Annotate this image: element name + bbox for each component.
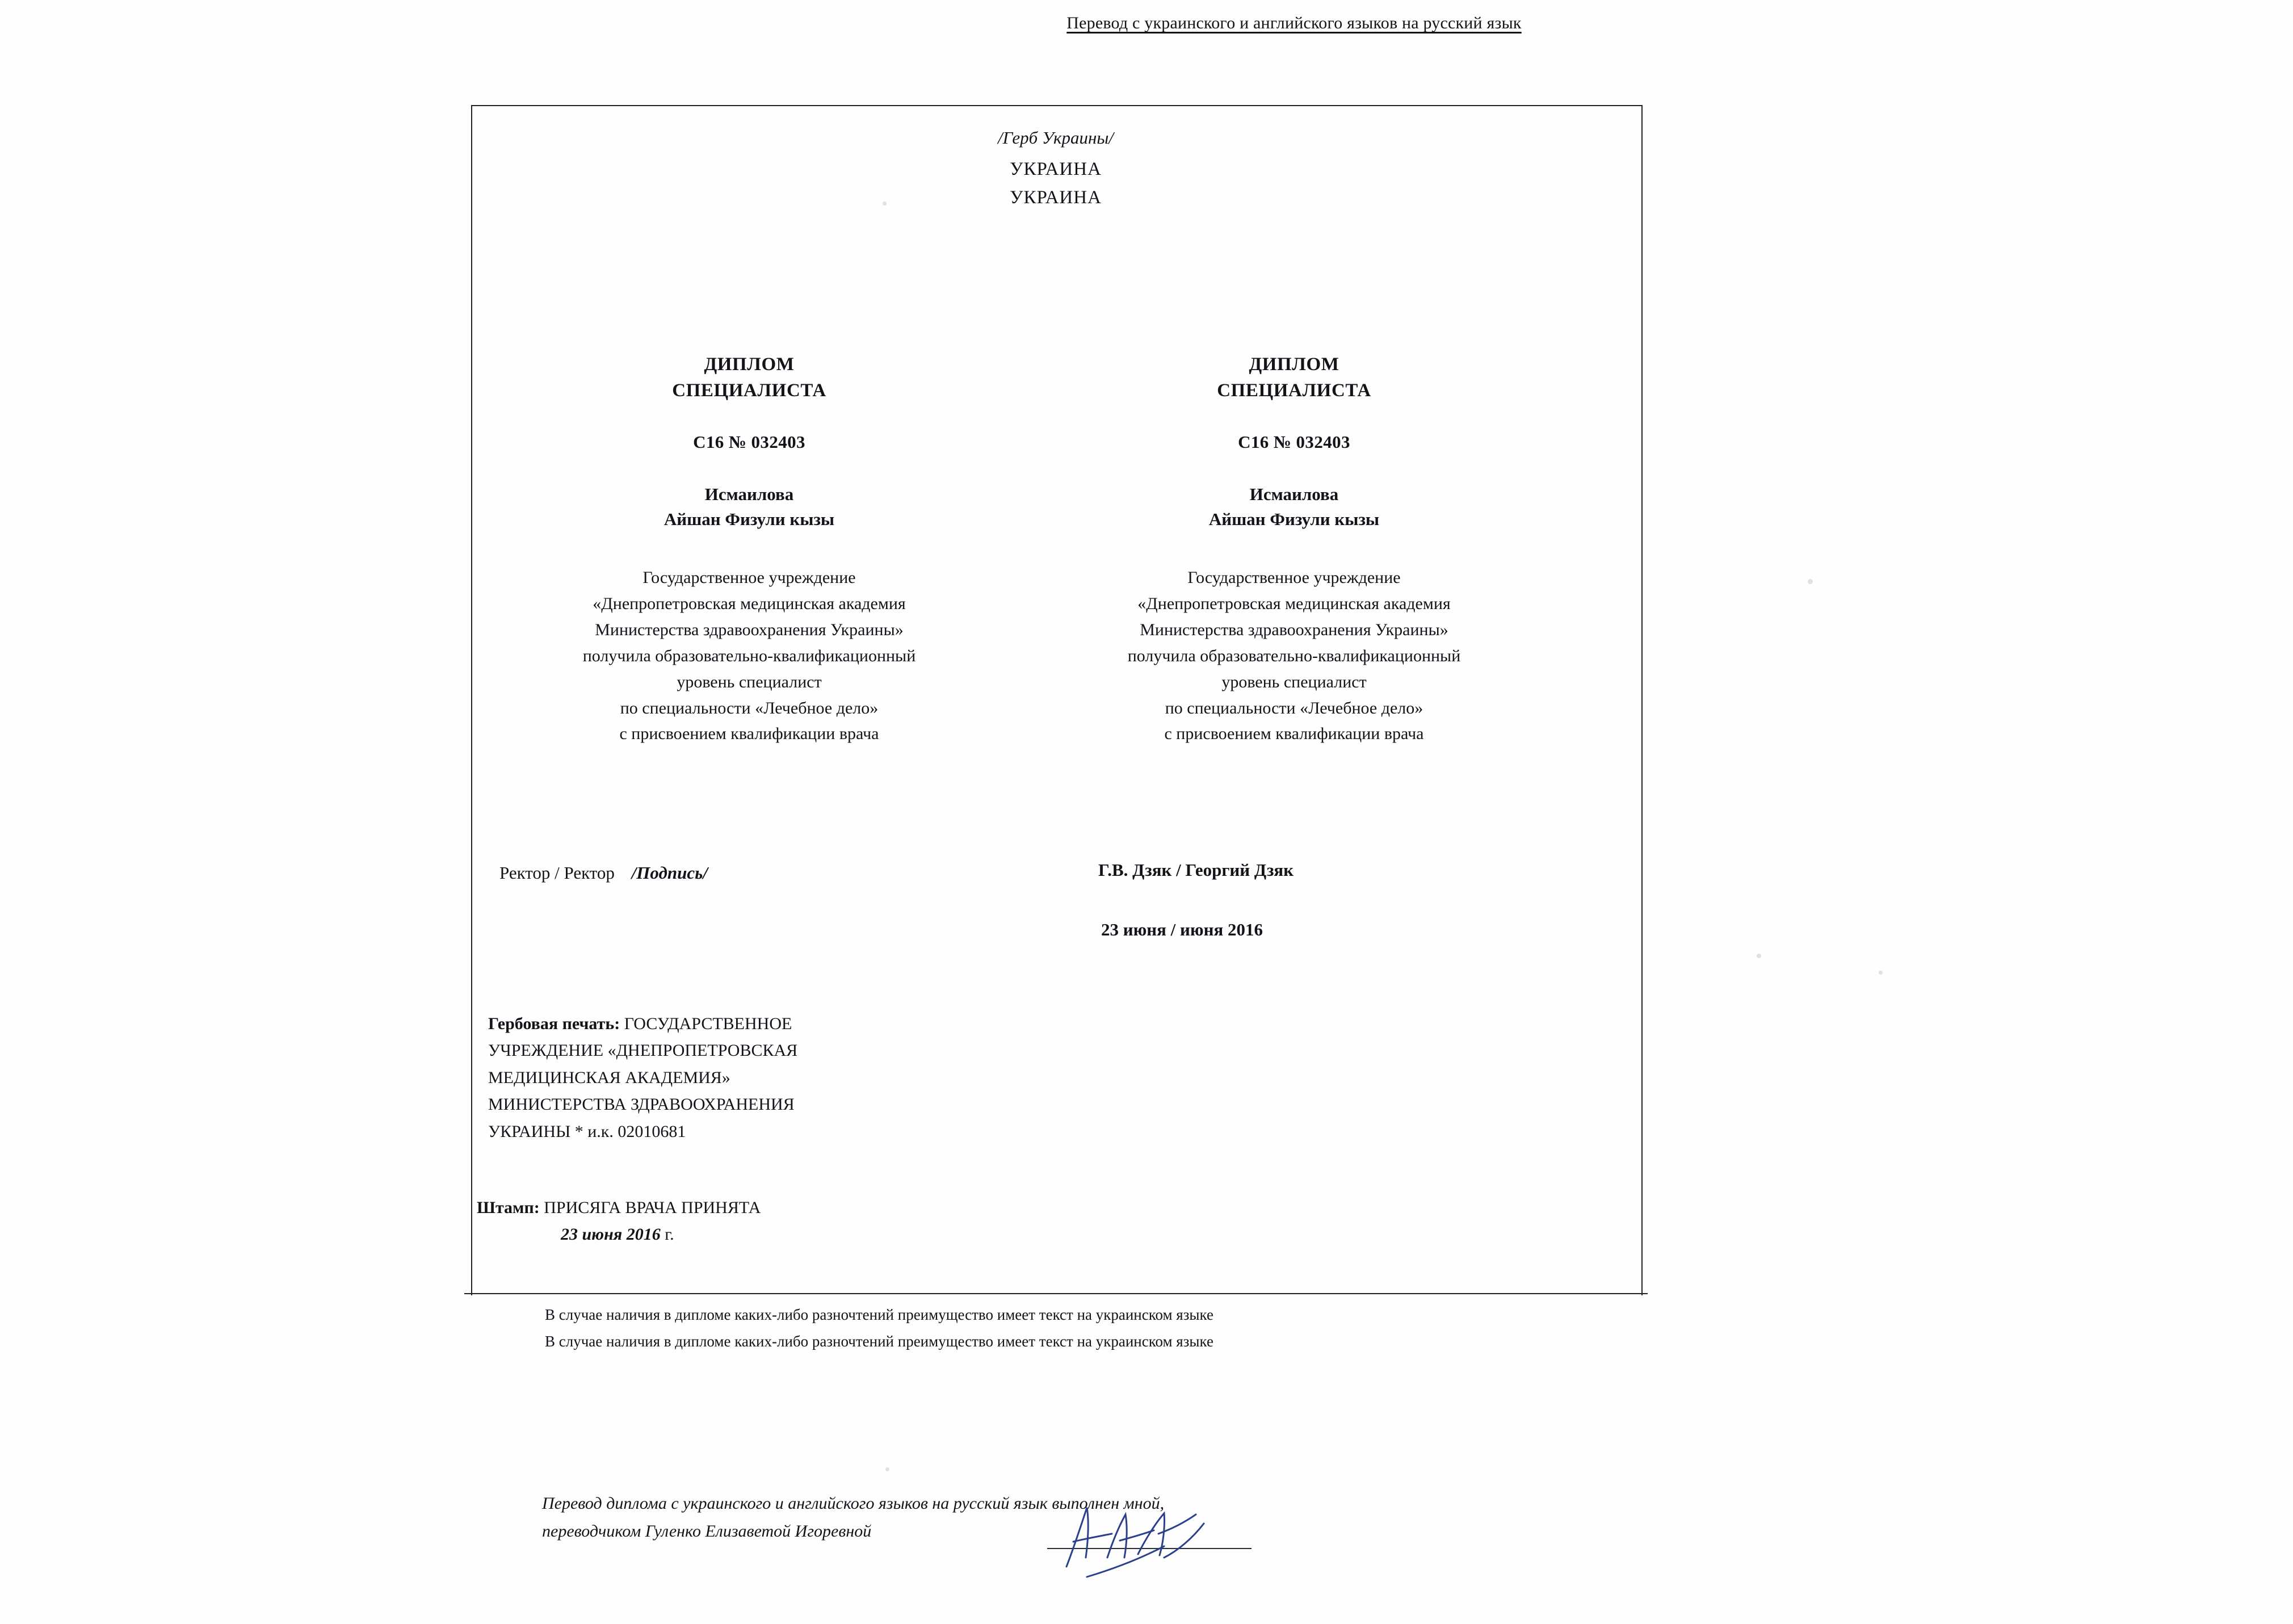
stamp-text: ПРИСЯГА ВРАЧА ПРИНЯТА <box>544 1198 761 1217</box>
graduate-given-name: Айшан Физули кызы <box>1208 509 1380 530</box>
seal-line-5: УКРАИНЫ * и.к. 02010681 <box>488 1122 686 1141</box>
diploma-title-right <box>1039 352 1549 404</box>
country-name-english: УКРАИНА <box>1010 187 1102 208</box>
institution-line-3: Министерства здравоохранения Украины» <box>1140 620 1448 639</box>
rector-name: Г.В. Дзяк / Георгий Дзяк <box>1098 860 1294 880</box>
translator-statement-line-2: переводчиком Гуленко Елизаветой Игоревной <box>542 1521 872 1541</box>
diploma-title-line-1: ДИПЛОМ <box>1249 354 1339 375</box>
translation-direction-note: Перевод с украинского и английского языков на русский язык <box>1066 14 1522 32</box>
diploma-title-left <box>494 352 1005 404</box>
graduate-surname: Исмаилова <box>704 484 794 505</box>
diploma-title-line-2: СПЕЦИАЛИСТА <box>672 380 826 401</box>
translator-signature-line <box>1047 1548 1252 1549</box>
translator-statement <box>542 1490 1507 1545</box>
stamp-date-suffix: г. <box>665 1224 674 1244</box>
institution-line-3: Министерства здравоохранения Украины» <box>595 620 904 639</box>
rector-signature-row <box>499 863 708 883</box>
seal-label: Гербовая печать: <box>488 1014 620 1033</box>
official-seal-description <box>488 1010 1084 1145</box>
institution-line-1: Государственное учреждение <box>642 568 856 588</box>
institution-line-2: «Днепропетровская медицинская академия <box>593 594 906 613</box>
awarded-qualification-line: с присвоением квалификации врача <box>619 724 879 744</box>
diploma-title-line-2: СПЕЦИАЛИСТА <box>1217 380 1371 401</box>
diploma-title-line-1: ДИПЛОМ <box>704 354 795 375</box>
discrepancy-note-english: В случае наличия в дипломе каких-либо разночтений преимущество имеет текст на украинском языке <box>545 1333 1213 1350</box>
scan-speck <box>1808 579 1813 584</box>
translator-statement-line-1: Перевод диплома с украинского и английского языков на русский язык выполнен мной, <box>542 1494 1165 1513</box>
country-name-ukrainian: УКРАИНА <box>1010 159 1102 179</box>
qualification-line-2: уровень специалист <box>1221 672 1367 691</box>
discrepancy-note-ukrainian: В случае наличия в дипломе каких-либо разночтений преимущество имеет текст на украинском языке <box>545 1306 1213 1323</box>
diploma-column-right <box>1039 352 1549 747</box>
stamp-date: 23 июня 2016 <box>561 1224 661 1244</box>
diploma-serial-left: С16 № 032403 <box>693 432 805 452</box>
qualification-line-1: получила образовательно-квалификационный <box>582 646 916 665</box>
specialty-line: по специальности «Лечебное дело» <box>620 698 879 717</box>
graduate-name-left <box>494 482 1005 532</box>
stamp-description <box>477 1195 1101 1248</box>
diploma-column-left <box>494 352 1005 747</box>
coat-of-arms-note: /Герб Украины/ <box>998 128 1114 148</box>
diploma-body-left <box>494 565 1005 747</box>
awarded-qualification-line: с присвоением квалификации врача <box>1164 724 1424 744</box>
seal-line-3: МЕДИЦИНСКАЯ АКАДЕМИЯ» <box>488 1068 730 1087</box>
qualification-line-1: получила образовательно-квалификационный <box>1127 646 1461 665</box>
institution-line-1: Государственное учреждение <box>1187 568 1401 588</box>
scan-speck <box>1757 954 1761 958</box>
diploma-serial-right: С16 № 032403 <box>1238 432 1350 452</box>
institution-line-2: «Днепропетровская медицинская академия <box>1137 594 1451 613</box>
seal-line-2: УЧРЕЖДЕНИЕ «ДНЕПРОПЕТРОВСКАЯ <box>488 1041 798 1060</box>
stamp-label: Штамп: <box>477 1198 540 1217</box>
specialty-line: по специальности «Лечебное дело» <box>1165 698 1423 717</box>
graduate-name-right <box>1039 482 1549 532</box>
qualification-line-2: уровень специалист <box>677 672 822 691</box>
rector-label: Ректор / Ректор <box>499 863 615 883</box>
seal-line-1: ГОСУДАРСТВЕННОЕ <box>624 1014 792 1033</box>
signature-placeholder: /Подпись/ <box>631 863 708 883</box>
scan-speck <box>885 1467 889 1471</box>
graduate-surname: Исмаилова <box>1249 484 1339 505</box>
diploma-body-right <box>1039 565 1549 747</box>
diploma-border-bottom <box>464 1293 1648 1294</box>
seal-line-4: МИНИСТЕРСТВА ЗДРАВООХРАНЕНИЯ <box>488 1095 795 1114</box>
graduate-given-name: Айшан Физули кызы <box>663 509 835 530</box>
scan-speck <box>1879 971 1883 975</box>
issue-date: 23 июня / июня 2016 <box>1101 920 1263 939</box>
